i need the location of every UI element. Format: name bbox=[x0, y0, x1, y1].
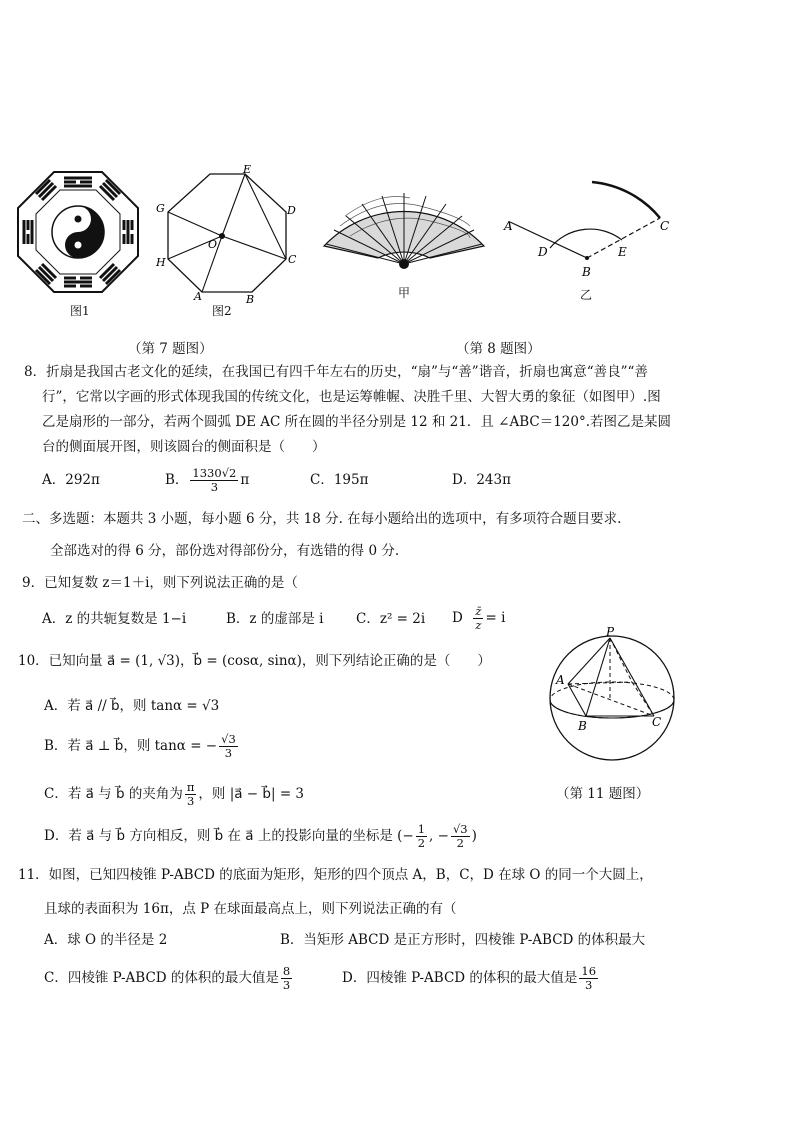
q8-line-4: 台的侧面展开图，则该圆台的侧面积是（ ） bbox=[42, 439, 326, 455]
q9-option-b: B．z 的虚部是 i bbox=[226, 611, 324, 627]
arc-point-A: A bbox=[504, 219, 513, 233]
fig2-point-G: G bbox=[156, 202, 165, 215]
fan-label: 甲 bbox=[398, 286, 411, 300]
sphere-point-P: P bbox=[606, 626, 615, 639]
q11-option-c: C．四棱锥 P-ABCD 的体积的最大值是 $\frac{8}{3}$ bbox=[44, 964, 291, 992]
arc-point-D: D bbox=[538, 245, 548, 259]
section-2-header: 二、多选题：本题共 3 小题，每小题 6 分，共 18 分. 在每小题给出的选项中，有多项符合题目要求. bbox=[22, 511, 622, 527]
arc-label: 乙 bbox=[580, 288, 593, 302]
q8-option-d: D．243π bbox=[452, 472, 511, 488]
q8-line-2: 行”，它常以字画的形式体现我国的传统文化，也是运筹帷幄、决胜千里、大智大勇的象征（如图甲）.图 bbox=[42, 389, 661, 405]
arc-point-E: E bbox=[618, 245, 627, 259]
q11-line-1: 11．如图，已知四棱锥 P-ABCD 的底面为矩形，矩形的四个顶点 A，B，C，D 在球 O 的同一个大圆上， bbox=[18, 867, 653, 883]
fig2-point-A: A bbox=[194, 290, 202, 303]
sphere-point-C: C bbox=[652, 715, 662, 729]
figure-2-octagon bbox=[150, 164, 300, 304]
figure-1-bagua bbox=[14, 168, 142, 300]
fig2-point-D: D bbox=[287, 204, 296, 217]
q11-option-d: D．四棱锥 P-ABCD 的体积的最大值是 $\frac{16}{3}$ bbox=[342, 964, 597, 992]
figure-1-label: 图1 bbox=[70, 304, 90, 318]
sphere-point-B: B bbox=[578, 719, 587, 733]
q10-option-a: A．若 a⃗ // b⃗，则 tanα = √3 bbox=[44, 698, 220, 714]
q9-option-d: D $\frac{z̄}{z}$ = i bbox=[452, 604, 506, 632]
q8-option-c: C．195π bbox=[310, 472, 369, 488]
figure-annular-sector bbox=[500, 178, 680, 298]
fig2-point-B: B bbox=[246, 293, 255, 304]
q9-option-c: C．z² = 2i bbox=[356, 611, 426, 627]
caption-q8: （第 8 题图） bbox=[456, 341, 541, 357]
q10-stem: 10．已知向量 a⃗ = (1, √3)，b⃗ = (cosα, sinα)，则下列结论正确的是（ ） bbox=[18, 653, 491, 669]
q9-option-a: A．z 的共轭复数是 1−i bbox=[42, 611, 187, 627]
q8-option-b: B． $\frac{1330√2}{3}$ π bbox=[165, 466, 250, 494]
fig2-point-H: H bbox=[156, 256, 166, 269]
q10-option-d: D．若 a⃗ 与 b⃗ 方向相反，则 b⃗ 在 a⃗ 上的投影向量的坐标是 (− $\frac{1}{2}$ , − $\frac{√3}{2}$ ) bbox=[44, 822, 477, 850]
sphere-point-A: A bbox=[556, 673, 565, 687]
figure-folding-fan bbox=[320, 176, 488, 274]
q9-stem: 9．已知复数 z＝1＋i，则下列说法正确的是（ bbox=[22, 575, 298, 591]
caption-q7: （第 7 题图） bbox=[128, 341, 213, 357]
q8-option-a: A．292π bbox=[42, 472, 100, 488]
q11-line-2: 且球的表面积为 16π，点 P 在球面最高点上，则下列说法正确的有（ bbox=[44, 901, 457, 917]
section-2-scoring: 全部选对的得 6 分，部份选对得部份分，有选错的得 0 分. bbox=[50, 543, 400, 559]
q11-option-b: B．当矩形 ABCD 是正方形时，四棱锥 P-ABCD 的体积最大 bbox=[280, 932, 646, 948]
figure-2-label: 图2 bbox=[212, 304, 232, 318]
q8-line-3: 乙是扇形的一部分，若两个圆弧 DE AC 所在圆的半径分别是 12 和 21．且 ∠ABC＝120°.若图乙是某圆 bbox=[42, 414, 672, 430]
figure-sphere-pyramid bbox=[540, 626, 690, 766]
q11-option-a: A．球 O 的半径是 2 bbox=[44, 932, 168, 948]
caption-q11: （第 11 题图） bbox=[556, 786, 650, 802]
arc-point-B: B bbox=[582, 265, 591, 279]
arc-point-C: C bbox=[660, 219, 670, 233]
q10-option-c: C．若 a⃗ 与 b⃗ 的夹角为 $\frac{\pi}{3}$ ，则 |a⃗ − b⃗| = 3 bbox=[44, 780, 305, 808]
q8-line-1: 8．折扇是我国古老文化的延续，在我国已有四千年左右的历史，“扇”与“善”谐音，折扇也寓意“善良”“善 bbox=[24, 364, 648, 380]
fig2-point-C: C bbox=[288, 253, 297, 266]
q10-option-b: B．若 a⃗ ⊥ b⃗，则 tanα = − $\frac{√3}{3}$ bbox=[44, 732, 236, 760]
fig2-point-E: E bbox=[243, 164, 252, 176]
fig2-point-O: O bbox=[208, 238, 218, 251]
